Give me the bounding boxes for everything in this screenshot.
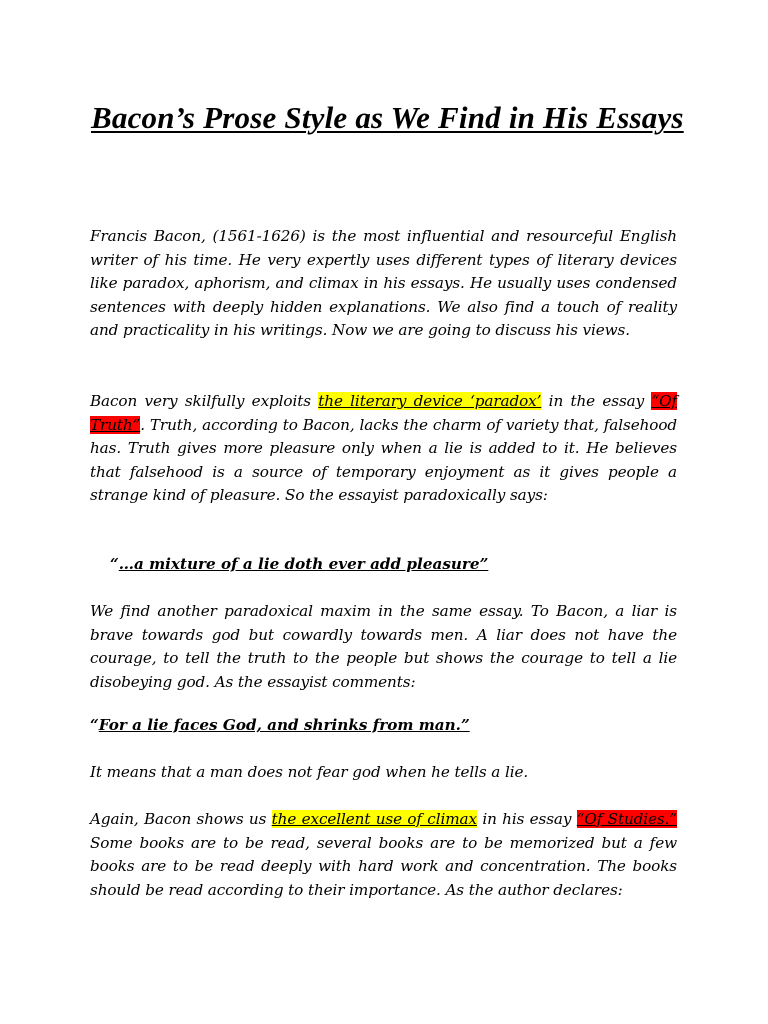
quote-text: …a mixture of a lie doth ever add pleasure” — [118, 555, 489, 573]
liar-paragraph: We find another paradoxical maxim in the same essay. To Bacon, a liar is brave towards god but cowardly towards men. A liar does not have the courage, to tell the truth to the people but shows the courage to tell a lie disobeying god. As the essayist comments: — [90, 602, 677, 691]
quote-lie-faces-god — [90, 714, 470, 737]
meaning-paragraph: It means that a man does not fear god when he tells a lie. — [90, 763, 529, 781]
essay-title-of-truth: “Of Truth” — [90, 392, 677, 434]
essay-title-of-studies: “Of Studies.” — [576, 810, 678, 828]
paradox-paragraph — [90, 390, 677, 508]
paradox-paragraph-lead: Bacon very skilfully exploits — [90, 392, 319, 410]
climax-highlight: the excellent use of climax — [271, 810, 477, 828]
climax-paragraph-rest: Some books are to be read, several books are to be memorized but a few books are to be read deeply with hard work and concentration. The books should be read according to their importance. As the author declares: — [90, 833, 677, 899]
page-title: Bacon’s Prose Style as We Find in His Essays — [91, 100, 684, 135]
paradox-paragraph-mid: in the essay — [541, 392, 652, 410]
climax-paragraph-mid: in his essay — [476, 810, 577, 828]
quote-open-mark: “ — [90, 716, 99, 734]
intro-paragraph: Francis Bacon, (1561-1626) is the most influential and resourceful English writer of his time. He very expertly uses different types of literary devices like paradox, aphorism, and climax in his essays. He usually uses condensed sentences with deeply hidden explanations. We also find a touch of reality and practicality in his writings. Now we are going to discuss his views. — [90, 227, 677, 339]
quote-mixture-of-lie — [110, 553, 488, 576]
quote-open-mark: “ — [110, 555, 119, 573]
climax-paragraph-lead: Again, Bacon shows us — [90, 810, 272, 828]
climax-paragraph — [90, 808, 677, 902]
paradox-highlight: the literary device ‘paradox’ — [318, 392, 542, 410]
quote-text: For a lie faces God, and shrinks from man.” — [98, 716, 470, 734]
paradox-paragraph-rest: . Truth, according to Bacon, lacks the charm of variety that, falsehood has. Truth gives more pleasure only when a lie is added to it. He believes that falsehood is a source of temporary enjoyment as it gives people a strange kind of pleasure. So the essayist paradoxically says: — [90, 415, 677, 504]
